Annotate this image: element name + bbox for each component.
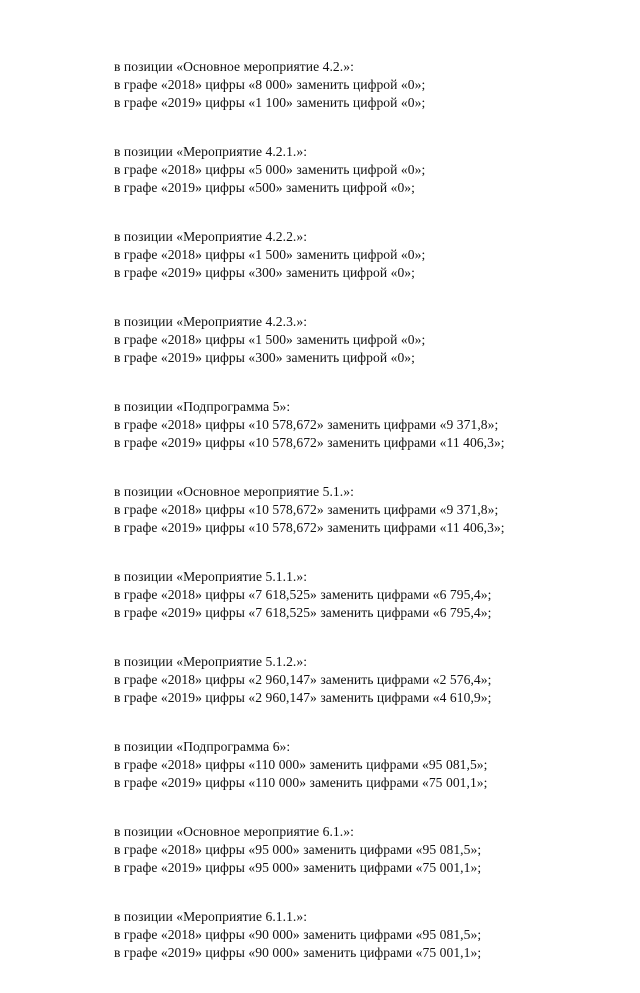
column-2018-line: в графе «2018» цифры «1 500» заменить цифрой «0»;: [114, 247, 426, 262]
column-2018-line: в графе «2018» цифры «110 000» заменить цифрами «95 081,5»;: [114, 757, 488, 772]
column-2019-line: в графе «2019» цифры «1 100» заменить цифрой «0»;: [114, 95, 426, 110]
column-2019-line: в графе «2019» цифры «10 578,672» заменить цифрами «11 406,3»;: [114, 435, 505, 450]
position-heading: в позиции «Мероприятие 4.2.2.»:: [114, 229, 308, 244]
column-2019-line: в графе «2019» цифры «7 618,525» заменить цифрами «6 795,4»;: [114, 605, 492, 620]
position-heading: в позиции «Основное мероприятие 4.2.»:: [114, 59, 354, 74]
position-heading: в позиции «Основное мероприятие 5.1.»:: [114, 484, 354, 499]
position-heading: в позиции «Мероприятие 4.2.3.»:: [114, 314, 308, 329]
amendment-block: [114, 908, 614, 962]
position-heading: в позиции «Подпрограмма 5»:: [114, 399, 291, 414]
column-2018-line: в графе «2018» цифры «5 000» заменить цифрой «0»;: [114, 162, 426, 177]
column-2019-line: в графе «2019» цифры «90 000» заменить цифрами «75 001,1»;: [114, 945, 482, 960]
column-2018-line: в графе «2018» цифры «10 578,672» заменить цифрами «9 371,8»;: [114, 417, 499, 432]
column-2019-line: в графе «2019» цифры «2 960,147» заменить цифрами «4 610,9»;: [114, 690, 492, 705]
position-heading: в позиции «Мероприятие 4.2.1.»:: [114, 144, 308, 159]
position-heading: в позиции «Мероприятие 5.1.1.»:: [114, 569, 308, 584]
column-2019-line: в графе «2019» цифры «500» заменить цифрой «0»;: [114, 180, 415, 195]
amendment-block: [114, 398, 614, 452]
column-2019-line: в графе «2019» цифры «300» заменить цифрой «0»;: [114, 265, 415, 280]
column-2018-line: в графе «2018» цифры «8 000» заменить цифрой «0»;: [114, 77, 426, 92]
column-2019-line: в графе «2019» цифры «300» заменить цифрой «0»;: [114, 350, 415, 365]
amendment-block: [114, 228, 614, 282]
position-heading: в позиции «Мероприятие 5.1.2.»:: [114, 654, 308, 669]
column-2018-line: в графе «2018» цифры «7 618,525» заменить цифрами «6 795,4»;: [114, 587, 492, 602]
position-heading: в позиции «Подпрограмма 6»:: [114, 739, 291, 754]
amendment-block: [114, 738, 614, 792]
document-body: [114, 58, 614, 993]
column-2019-line: в графе «2019» цифры «110 000» заменить цифрами «75 001,1»;: [114, 775, 488, 790]
amendment-block: [114, 58, 614, 112]
amendment-block: [114, 483, 614, 537]
amendment-block: [114, 653, 614, 707]
column-2019-line: в графе «2019» цифры «95 000» заменить цифрами «75 001,1»;: [114, 860, 482, 875]
column-2019-line: в графе «2019» цифры «10 578,672» заменить цифрами «11 406,3»;: [114, 520, 505, 535]
amendment-block: [114, 568, 614, 622]
column-2018-line: в графе «2018» цифры «95 000» заменить цифрами «95 081,5»;: [114, 842, 482, 857]
amendment-block: [114, 143, 614, 197]
amendment-block: [114, 313, 614, 367]
column-2018-line: в графе «2018» цифры «10 578,672» заменить цифрами «9 371,8»;: [114, 502, 499, 517]
position-heading: в позиции «Основное мероприятие 6.1.»:: [114, 824, 354, 839]
column-2018-line: в графе «2018» цифры «1 500» заменить цифрой «0»;: [114, 332, 426, 347]
position-heading: в позиции «Мероприятие 6.1.1.»:: [114, 909, 308, 924]
column-2018-line: в графе «2018» цифры «90 000» заменить цифрами «95 081,5»;: [114, 927, 482, 942]
amendment-block: [114, 823, 614, 877]
column-2018-line: в графе «2018» цифры «2 960,147» заменить цифрами «2 576,4»;: [114, 672, 492, 687]
